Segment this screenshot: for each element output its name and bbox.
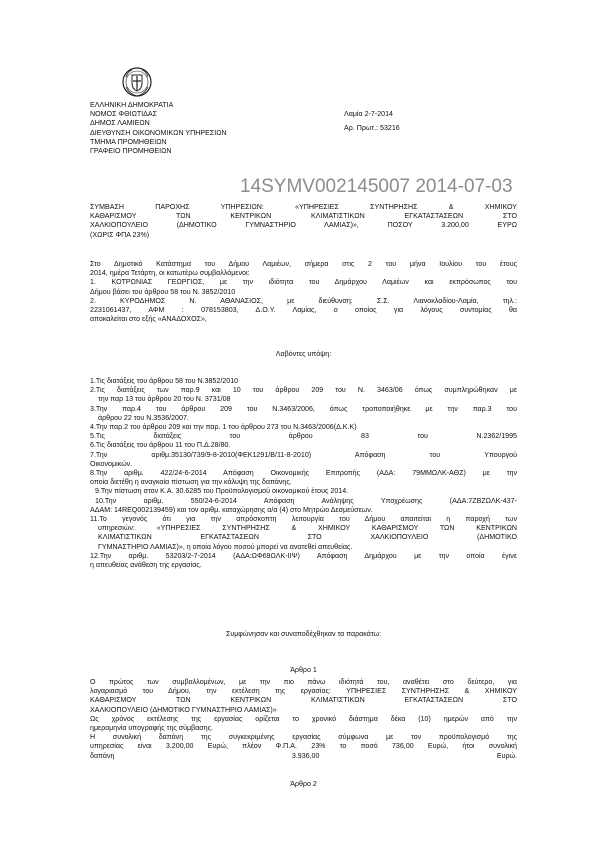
article-line: υπηρεσίας είναι 3.200,00 Ευρώ, πλέον Φ.Π.Α. 23% το ποσό 736,00 Ευρώ, ήτοι συνολική: [90, 742, 517, 751]
article-1-heading: Άρθρο 1: [290, 666, 317, 674]
list-item: 7.Την αριθμ.35130/739/9-8-2010(ΦΕΚ1291/Β/11-8-2010) Απόφαση του Υπουργού: [90, 450, 517, 459]
intro-line: 1. ΚΟΤΡΩΝΙΑΣ ΓΕΩΡΓΙΟΣ, με την ιδιότητα του Δημάρχου Λαμιέων και εκπρόσωπος του: [90, 278, 517, 287]
considering-heading: Λαβόντες υπόψη:: [275, 350, 332, 358]
list-item: Οικονομικών.: [90, 459, 133, 468]
intro-paragraph: [90, 260, 517, 324]
title-line: ΚΑΘΑΡΙΣΜΟΥ ΤΩΝ ΚΕΝΤΡΙΚΩΝ ΚΛΙΜΑΤΙΣΤΙΚΩΝ ΕΓΚΑΤΑΣΤΑΣΕΩΝ ΣΤΟ: [90, 212, 517, 221]
list-item: οποία διετέθη η αναγκαία πίστωση για την κάλυψη της δαπάνης.: [90, 478, 292, 487]
agreed-heading: Συμφώνησαν και συναποδέχθηκαν τα παρακάτω:: [225, 630, 382, 638]
intro-line: 2231061437, ΑΦΜ : 078153803, Δ.Ο.Υ. Λαμίας, ο οποίος για λόγους συντομίας θα: [90, 306, 517, 315]
protocol-number: Αρ. Πρωτ.: 53216: [344, 124, 400, 132]
intro-line: 2014, ημέρα Τετάρτη, οι κατωτέρω συμβαλλόμενοι:: [90, 269, 250, 278]
list-item: 8.Την αριθμ. 422/24-6-2014 Απόφαση Οικονομικής Επιτροπής (ΑΔΑ: 79ΜΜΩΛΚ-ΑΘΖ) με την: [90, 469, 517, 478]
intro-line: αποκαλείται στο εξής «ΑΝΑΔΟΧΟΣ»,: [90, 315, 207, 324]
intro-line: 2. ΚΥΡΟΔΗΜΟΣ Ν. ΑΘΑΝΑΣΙΟΣ, με διεύθυνση: Σ.Σ. Λιανοκλαδίου-Λαμία, τηλ.:: [90, 296, 517, 305]
list-item: 11.Το γεγονός ότι για την απρόσκοπτη λειτουργία του Δήμου απαιτείται η παροχή των: [90, 515, 517, 524]
considerations-list: [90, 377, 517, 570]
list-item: 5.Τις διατάξεις του άρθρου 83 του Ν.2362/1995: [90, 432, 517, 441]
list-item: η απευθείας ανάθεση της εργασίας.: [90, 561, 202, 570]
list-item: 4.Την παρ.2 του άρθρου 209 και την παρ. 1 του άρθρου 273 του Ν.3463/2006(Δ.Κ.Κ): [90, 423, 357, 432]
list-item: ΓΥΜΝΑΣΤΗΡΙΟ ΛΑΜΙΑΣ)», η οποία λόγου ποσού μπορεί να ανατεθεί απευθείας.: [98, 542, 353, 551]
ada-stamp: 14SYMV002145007 2014-07-03: [240, 176, 513, 197]
list-item: 3.Την παρ.4 του άρθρου 209 του Ν.3463/2006, όπως τροποποιήθηκε με την παρ.3 του: [90, 404, 517, 413]
header-line: ΓΡΑΦΕΙΟ ΠΡΟΜΗΘΕΙΩΝ: [90, 147, 172, 156]
article-1-body: [90, 678, 517, 761]
intro-line: Στο Δημοτικό Κατάστημα του Δήμου Λαμιέων, σήμερα στις 2 του μήνα Ιουλίου του έτους: [90, 260, 517, 268]
header-line: ΕΛΛΗΝΙΚΗ ΔΗΜΟΚΡΑΤΙΑ: [90, 101, 174, 109]
article-line: Η συνολική δαπάνη της συγκεκριμένης εργασίας σύμφωνα με τον προϋπολογισμό της: [90, 733, 517, 742]
list-item: ΑΔΑΜ: 14REQ002139459) και τον αριθμ. καταχώρησης α/α (4) στο Μητρώο Δεσμεύσεων.: [90, 505, 373, 514]
article-line: ημερομηνία υπογραφής της σύμβασης.: [90, 724, 214, 733]
document-date: Λαμία 2-7-2014: [344, 110, 393, 118]
article-line: Ως χρόνος εκτέλεσης της εργασίας ορίζεται το χρονικό διάστημα δέκα (10) ημερών από την: [90, 714, 517, 723]
article-line: Ο πρώτος των συμβαλλομένων, με την πιο πάνω ιδιότητά του, αναθέτει στο δεύτερο, για: [90, 678, 517, 686]
list-item: 10.Την αριθμ. 550/24-6-2014 Απόφαση Ανάληψης Υποχρέωσης (ΑΔΑ:7ΖΒΖΩΛΚ-437-: [95, 496, 517, 505]
header-line: ΝΟΜΟΣ ΦΘΙΩΤΙΔΑΣ: [90, 110, 158, 119]
header-line: ΔΙΕΥΘΥΝΣΗ ΟΙΚΟΝΟΜΙΚΩΝ ΥΠΗΡΕΣΙΩΝ: [90, 128, 227, 137]
list-item: ΚΛΙΜΑΤΙΣΤΙΚΩΝ ΕΓΚΑΤΑΣΤΑΣΕΩΝ ΣΤΟ ΧΑΛΚΙΟΠΟΥΛΕΙΟ (ΔΗΜΟΤΙΚΟ: [98, 533, 517, 542]
list-item: 6.Τις διατάξεις του άρθρου 11 του Π.Δ.28/80.: [90, 441, 231, 450]
article-line: δαπάνη 3.936,00 Ευρώ.: [90, 751, 517, 760]
list-item: 2.Τις διατάξεις των παρ.9 και 10 του άρθρου 209 του Ν. 3463/06 όπως συμπληρώθηκαν με: [90, 386, 517, 395]
list-item: υπηρεσιών: «ΥΠΗΡΕΣΙΕΣ ΣΥΝΤΗΡΗΣΗΣ & ΧΗΜΙΚΟΥ ΚΑΘΑΡΙΣΜΟΥ ΤΩΝ ΚΕΝΤΡΙΚΩΝ: [98, 524, 517, 533]
article-line: ΧΑΛΚΙΟΠΟΥΛΕΙΟ (ΔΗΜΟΤΙΚΟ ΓΥΜΝΑΣΤΗΡΙΟ ΛΑΜΙΑΣ)»: [90, 705, 277, 714]
article-2-heading: Άρθρο 2: [290, 780, 317, 788]
article-line: ΚΑΘΑΡΙΣΜΟΥ ΤΩΝ ΚΕΝΤΡΙΚΩΝ ΚΛΙΜΑΤΙΣΤΙΚΩΝ ΕΓΚΑΤΑΣΤΑΣΕΩΝ ΣΤΟ: [90, 696, 517, 705]
title-line: (ΧΩΡΙΣ ΦΠΑ 23%): [90, 230, 150, 239]
list-item: 12.Την αριθμ. 53203/2-7-2014 (ΑΔΑ:ΩΦ69ΩΛΚ-ΙΙΨ) Απόφαση Δημάρχου με την οποία έγινε: [90, 551, 517, 560]
header-block: [90, 101, 227, 156]
list-item: άρθρου 22 του Ν.3536/2007.: [98, 413, 189, 422]
article-line: λογαριασμό του Δήμου, την εκτέλεση της εργασίας: ΥΠΗΡΕΣΙΕΣ ΣΥΝΤΗΡΗΣΗΣ & ΧΗΜΙΚΟΥ: [90, 687, 517, 696]
header-line: ΤΜΗΜΑ ΠΡΟΜΗΘΕΙΩΝ: [90, 137, 167, 146]
header-line: ΔΗΜΟΣ ΛΑΜΙΕΩΝ: [90, 119, 150, 128]
list-item: 9.Την πίστωση στον Κ.Α. 30.6285 του Προϋπολογισμού οικονομικού έτους 2014.: [95, 487, 349, 496]
title-line: ΣΥΜΒΑΣΗ ΠΑΡΟΧΗΣ ΥΠΗΡΕΣΙΩΝ: «ΥΠΗΡΕΣΙΕΣ ΣΥΝΤΗΡΗΣΗΣ & ΧΗΜΙΚΟΥ: [90, 203, 517, 211]
list-item: 1.Τις διατάξεις του άρθρου 58 του Ν.3852/2010: [90, 377, 239, 385]
intro-line: Δήμου βάσει του άρθρου 58 του Ν. 3852/2010: [90, 287, 236, 296]
list-item: την παρ 13 του άρθρου 20 του Ν. 3731/08: [98, 395, 231, 404]
coat-of-arms-icon: [120, 65, 154, 99]
contract-title: [90, 203, 517, 240]
title-line: ΧΑΛΚΙΟΠΟΥΛΕΙΟ (ΔΗΜΟΤΙΚΟ ΓΥΜΝΑΣΤΗΡΙΟ ΛΑΜΙΑΣ)», ΠΟΣΟΥ 3.200,00 ΕΥΡΩ: [90, 221, 517, 230]
